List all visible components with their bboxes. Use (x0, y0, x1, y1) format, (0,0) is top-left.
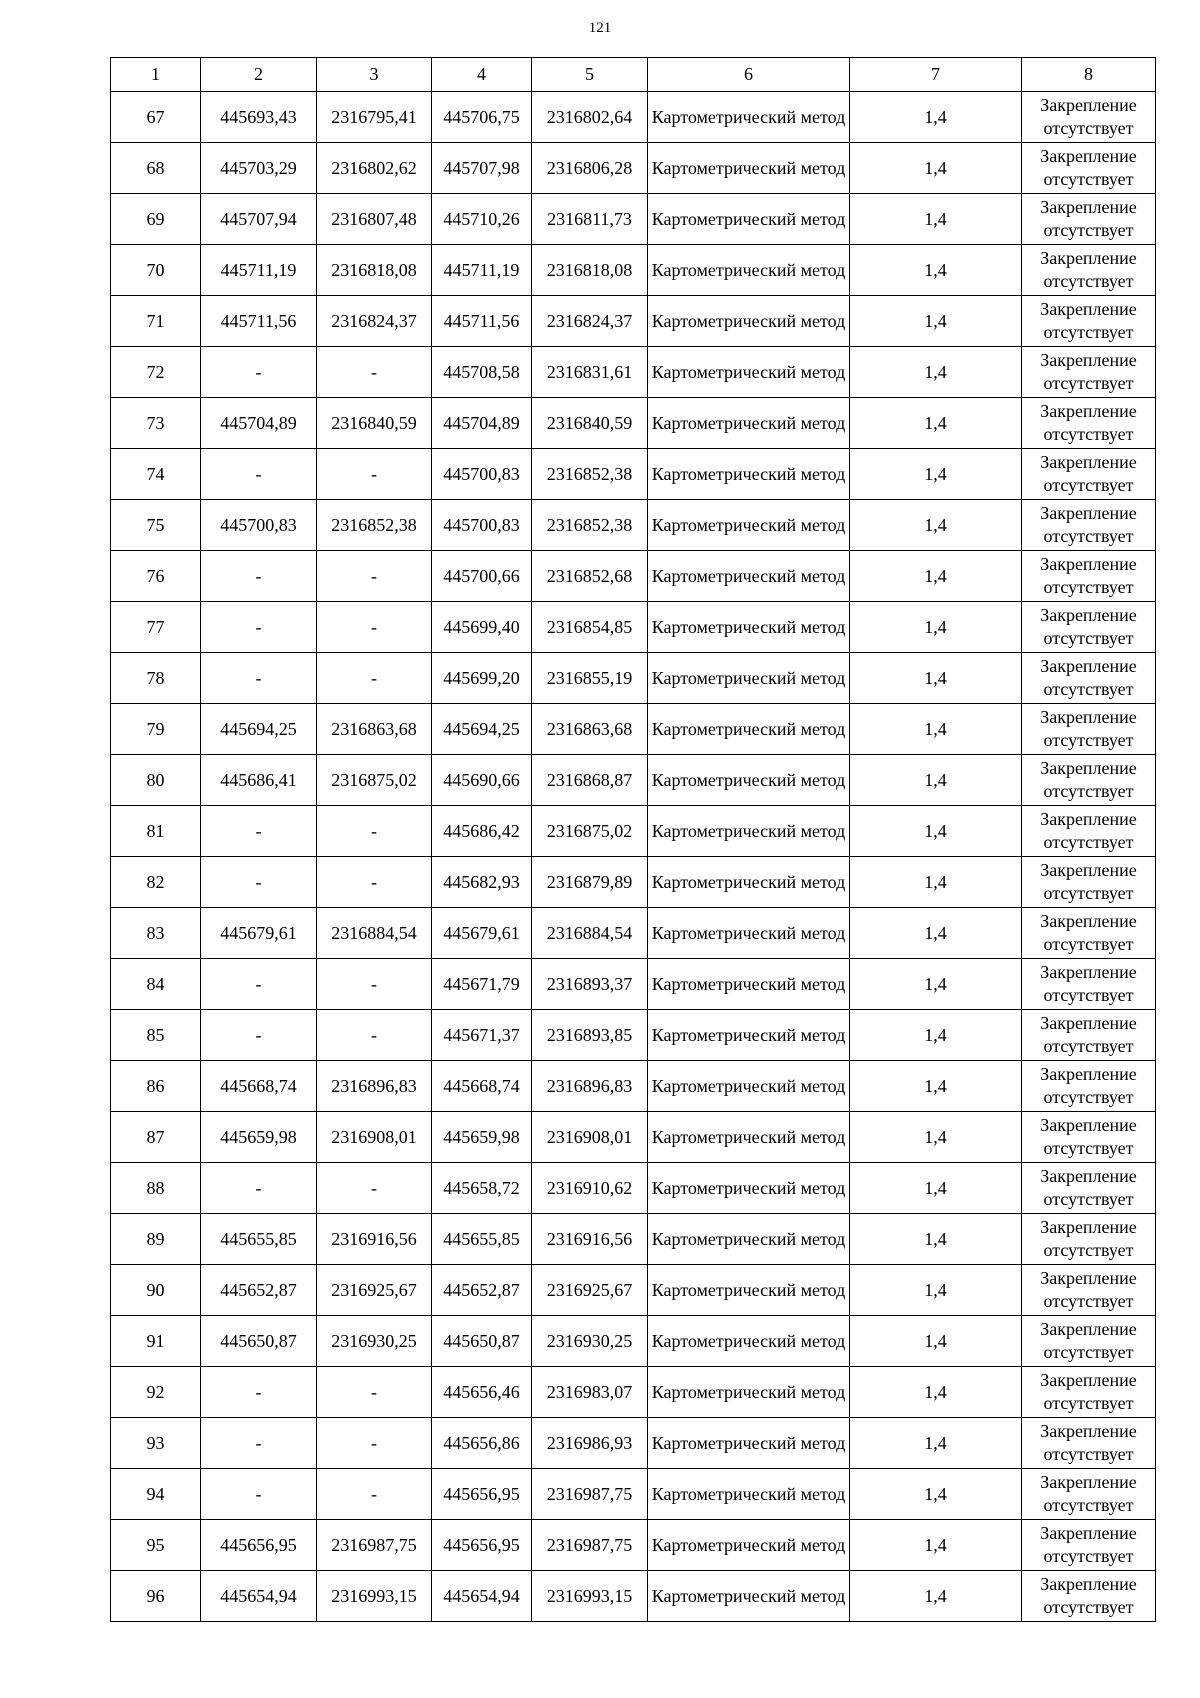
method-cell: Картометрический метод (648, 908, 850, 959)
method-cell: Картометрический метод (648, 1214, 850, 1265)
fixation-cell: Закрепление отсутствует (1022, 1112, 1156, 1163)
x-old-cell: 445700,83 (201, 500, 317, 551)
accuracy-cell: 1,4 (850, 806, 1022, 857)
table-row (111, 1214, 1156, 1265)
method-cell: Картометрический метод (648, 296, 850, 347)
x-old-cell: 445668,74 (201, 1061, 317, 1112)
fixation-cell: Закрепление отсутствует (1022, 1418, 1156, 1469)
table-row (111, 92, 1156, 143)
y-new-cell: 2316893,37 (532, 959, 648, 1010)
point-number-cell: 70 (111, 245, 201, 296)
y-old-cell: 2316884,54 (317, 908, 432, 959)
accuracy-cell: 1,4 (850, 1265, 1022, 1316)
y-new-cell: 2316875,02 (532, 806, 648, 857)
point-number-cell: 78 (111, 653, 201, 704)
accuracy-cell: 1,4 (850, 1214, 1022, 1265)
point-number-cell: 83 (111, 908, 201, 959)
method-cell: Картометрический метод (648, 449, 850, 500)
y-new-cell: 2316855,19 (532, 653, 648, 704)
table-row (111, 551, 1156, 602)
fixation-cell: Закрепление отсутствует (1022, 194, 1156, 245)
x-old-cell: 445711,56 (201, 296, 317, 347)
point-number-cell: 68 (111, 143, 201, 194)
accuracy-cell: 1,4 (850, 551, 1022, 602)
method-cell: Картометрический метод (648, 704, 850, 755)
method-cell: Картометрический метод (648, 653, 850, 704)
fixation-cell: Закрепление отсутствует (1022, 449, 1156, 500)
method-cell: Картометрический метод (648, 92, 850, 143)
x-new-cell: 445711,56 (432, 296, 532, 347)
fixation-cell: Закрепление отсутствует (1022, 704, 1156, 755)
y-old-cell: - (317, 449, 432, 500)
y-old-cell: 2316863,68 (317, 704, 432, 755)
accuracy-cell: 1,4 (850, 398, 1022, 449)
x-old-cell: - (201, 1469, 317, 1520)
point-number-cell: 96 (111, 1571, 201, 1622)
table-row (111, 500, 1156, 551)
x-new-cell: 445658,72 (432, 1163, 532, 1214)
x-new-cell: 445655,85 (432, 1214, 532, 1265)
x-new-cell: 445690,66 (432, 755, 532, 806)
y-old-cell: 2316840,59 (317, 398, 432, 449)
table-row (111, 245, 1156, 296)
point-number-cell: 91 (111, 1316, 201, 1367)
x-new-cell: 445654,94 (432, 1571, 532, 1622)
accuracy-cell: 1,4 (850, 1112, 1022, 1163)
fixation-cell: Закрепление отсутствует (1022, 755, 1156, 806)
column-header-8: 8 (1022, 58, 1156, 92)
x-new-cell: 445671,79 (432, 959, 532, 1010)
column-header-2: 2 (201, 58, 317, 92)
point-number-cell: 71 (111, 296, 201, 347)
method-cell: Картометрический метод (648, 806, 850, 857)
y-new-cell: 2316983,07 (532, 1367, 648, 1418)
table-row (111, 1112, 1156, 1163)
table-row (111, 1010, 1156, 1061)
table-row (111, 653, 1156, 704)
x-new-cell: 445659,98 (432, 1112, 532, 1163)
y-old-cell: 2316818,08 (317, 245, 432, 296)
x-new-cell: 445704,89 (432, 398, 532, 449)
fixation-cell: Закрепление отсутствует (1022, 602, 1156, 653)
x-old-cell: - (201, 653, 317, 704)
point-number-cell: 76 (111, 551, 201, 602)
method-cell: Картометрический метод (648, 500, 850, 551)
accuracy-cell: 1,4 (850, 1418, 1022, 1469)
x-old-cell: 445693,43 (201, 92, 317, 143)
y-old-cell: 2316925,67 (317, 1265, 432, 1316)
y-old-cell: - (317, 1469, 432, 1520)
coordinates-table (110, 57, 1156, 1622)
x-new-cell: 445686,42 (432, 806, 532, 857)
x-old-cell: 445679,61 (201, 908, 317, 959)
header-row (111, 58, 1156, 92)
method-cell: Картометрический метод (648, 1367, 850, 1418)
accuracy-cell: 1,4 (850, 1010, 1022, 1061)
x-old-cell: 445703,29 (201, 143, 317, 194)
x-new-cell: 445656,95 (432, 1469, 532, 1520)
accuracy-cell: 1,4 (850, 704, 1022, 755)
x-new-cell: 445700,66 (432, 551, 532, 602)
accuracy-cell: 1,4 (850, 296, 1022, 347)
table-row (111, 1163, 1156, 1214)
y-old-cell: - (317, 806, 432, 857)
accuracy-cell: 1,4 (850, 194, 1022, 245)
y-new-cell: 2316993,15 (532, 1571, 648, 1622)
y-new-cell: 2316916,56 (532, 1214, 648, 1265)
method-cell: Картометрический метод (648, 1469, 850, 1520)
accuracy-cell: 1,4 (850, 755, 1022, 806)
method-cell: Картометрический метод (648, 1061, 850, 1112)
table-row (111, 959, 1156, 1010)
fixation-cell: Закрепление отсутствует (1022, 92, 1156, 143)
method-cell: Картометрический метод (648, 1265, 850, 1316)
point-number-cell: 73 (111, 398, 201, 449)
point-number-cell: 94 (111, 1469, 201, 1520)
x-old-cell: 445707,94 (201, 194, 317, 245)
y-old-cell: 2316795,41 (317, 92, 432, 143)
point-number-cell: 69 (111, 194, 201, 245)
table-body (111, 92, 1156, 1622)
point-number-cell: 80 (111, 755, 201, 806)
accuracy-cell: 1,4 (850, 857, 1022, 908)
x-new-cell: 445656,86 (432, 1418, 532, 1469)
y-new-cell: 2316868,87 (532, 755, 648, 806)
table-row (111, 1469, 1156, 1520)
x-new-cell: 445652,87 (432, 1265, 532, 1316)
point-number-cell: 95 (111, 1520, 201, 1571)
table-row (111, 1418, 1156, 1469)
x-new-cell: 445708,58 (432, 347, 532, 398)
method-cell: Картометрический метод (648, 1112, 850, 1163)
point-number-cell: 87 (111, 1112, 201, 1163)
table-row (111, 857, 1156, 908)
x-new-cell: 445710,26 (432, 194, 532, 245)
accuracy-cell: 1,4 (850, 500, 1022, 551)
y-new-cell: 2316910,62 (532, 1163, 648, 1214)
y-new-cell: 2316884,54 (532, 908, 648, 959)
accuracy-cell: 1,4 (850, 1520, 1022, 1571)
y-old-cell: - (317, 602, 432, 653)
x-old-cell: - (201, 1163, 317, 1214)
x-old-cell: - (201, 602, 317, 653)
method-cell: Картометрический метод (648, 857, 850, 908)
page-number: 121 (588, 20, 612, 36)
x-new-cell: 445699,20 (432, 653, 532, 704)
x-new-cell: 445668,74 (432, 1061, 532, 1112)
fixation-cell: Закрепление отсутствует (1022, 653, 1156, 704)
x-old-cell: 445654,94 (201, 1571, 317, 1622)
method-cell: Картометрический метод (648, 1010, 850, 1061)
point-number-cell: 67 (111, 92, 201, 143)
column-header-4: 4 (432, 58, 532, 92)
y-new-cell: 2316840,59 (532, 398, 648, 449)
accuracy-cell: 1,4 (850, 92, 1022, 143)
y-new-cell: 2316824,37 (532, 296, 648, 347)
column-header-3: 3 (317, 58, 432, 92)
x-old-cell: - (201, 959, 317, 1010)
x-old-cell: - (201, 1418, 317, 1469)
fixation-cell: Закрепление отсутствует (1022, 500, 1156, 551)
column-header-6: 6 (648, 58, 850, 92)
point-number-cell: 92 (111, 1367, 201, 1418)
fixation-cell: Закрепление отсутствует (1022, 551, 1156, 602)
fixation-cell: Закрепление отсутствует (1022, 908, 1156, 959)
x-new-cell: 445700,83 (432, 500, 532, 551)
fixation-cell: Закрепление отсутствует (1022, 143, 1156, 194)
y-old-cell: - (317, 551, 432, 602)
point-number-cell: 88 (111, 1163, 201, 1214)
point-number-cell: 93 (111, 1418, 201, 1469)
table-row (111, 296, 1156, 347)
y-new-cell: 2316986,93 (532, 1418, 648, 1469)
point-number-cell: 82 (111, 857, 201, 908)
x-old-cell: 445652,87 (201, 1265, 317, 1316)
x-new-cell: 445671,37 (432, 1010, 532, 1061)
fixation-cell: Закрепление отсутствует (1022, 1061, 1156, 1112)
accuracy-cell: 1,4 (850, 653, 1022, 704)
point-number-cell: 90 (111, 1265, 201, 1316)
accuracy-cell: 1,4 (850, 449, 1022, 500)
point-number-cell: 81 (111, 806, 201, 857)
table-row (111, 1316, 1156, 1367)
y-new-cell: 2316854,85 (532, 602, 648, 653)
table-row (111, 908, 1156, 959)
x-new-cell: 445707,98 (432, 143, 532, 194)
y-new-cell: 2316987,75 (532, 1520, 648, 1571)
table-row (111, 1571, 1156, 1622)
x-new-cell: 445650,87 (432, 1316, 532, 1367)
y-new-cell: 2316852,38 (532, 449, 648, 500)
point-number-cell: 86 (111, 1061, 201, 1112)
y-old-cell: 2316852,38 (317, 500, 432, 551)
x-old-cell: - (201, 449, 317, 500)
y-new-cell: 2316930,25 (532, 1316, 648, 1367)
x-old-cell: - (201, 857, 317, 908)
y-old-cell: - (317, 857, 432, 908)
accuracy-cell: 1,4 (850, 959, 1022, 1010)
accuracy-cell: 1,4 (850, 602, 1022, 653)
method-cell: Картометрический метод (648, 398, 850, 449)
y-new-cell: 2316893,85 (532, 1010, 648, 1061)
accuracy-cell: 1,4 (850, 1469, 1022, 1520)
y-new-cell: 2316818,08 (532, 245, 648, 296)
y-old-cell: - (317, 347, 432, 398)
x-old-cell: - (201, 551, 317, 602)
x-new-cell: 445679,61 (432, 908, 532, 959)
fixation-cell: Закрепление отсутствует (1022, 806, 1156, 857)
y-old-cell: 2316987,75 (317, 1520, 432, 1571)
table-row (111, 1061, 1156, 1112)
table-row (111, 347, 1156, 398)
x-old-cell: 445711,19 (201, 245, 317, 296)
x-new-cell: 445656,95 (432, 1520, 532, 1571)
column-header-5: 5 (532, 58, 648, 92)
method-cell: Картометрический метод (648, 143, 850, 194)
table-row (111, 1520, 1156, 1571)
y-old-cell: 2316993,15 (317, 1571, 432, 1622)
table-row (111, 194, 1156, 245)
x-old-cell: 445650,87 (201, 1316, 317, 1367)
x-old-cell: 445655,85 (201, 1214, 317, 1265)
table-row (111, 704, 1156, 755)
y-new-cell: 2316852,38 (532, 500, 648, 551)
accuracy-cell: 1,4 (850, 1571, 1022, 1622)
fixation-cell: Закрепление отсутствует (1022, 857, 1156, 908)
point-number-cell: 75 (111, 500, 201, 551)
column-header-1: 1 (111, 58, 201, 92)
y-new-cell: 2316831,61 (532, 347, 648, 398)
x-old-cell: - (201, 806, 317, 857)
column-header-7: 7 (850, 58, 1022, 92)
point-number-cell: 74 (111, 449, 201, 500)
accuracy-cell: 1,4 (850, 1163, 1022, 1214)
y-old-cell: - (317, 1163, 432, 1214)
x-old-cell: 445694,25 (201, 704, 317, 755)
method-cell: Картометрический метод (648, 959, 850, 1010)
method-cell: Картометрический метод (648, 755, 850, 806)
y-old-cell: 2316916,56 (317, 1214, 432, 1265)
y-new-cell: 2316896,83 (532, 1061, 648, 1112)
fixation-cell: Закрепление отсутствует (1022, 296, 1156, 347)
fixation-cell: Закрепление отсутствует (1022, 347, 1156, 398)
method-cell: Картометрический метод (648, 1571, 850, 1622)
x-old-cell: 445686,41 (201, 755, 317, 806)
method-cell: Картометрический метод (648, 347, 850, 398)
fixation-cell: Закрепление отсутствует (1022, 1214, 1156, 1265)
y-new-cell: 2316879,89 (532, 857, 648, 908)
y-old-cell: 2316875,02 (317, 755, 432, 806)
y-new-cell: 2316925,67 (532, 1265, 648, 1316)
x-old-cell: - (201, 1367, 317, 1418)
table-row (111, 143, 1156, 194)
table-row (111, 449, 1156, 500)
method-cell: Картометрический метод (648, 245, 850, 296)
table-row (111, 602, 1156, 653)
accuracy-cell: 1,4 (850, 1316, 1022, 1367)
point-number-cell: 85 (111, 1010, 201, 1061)
table-row (111, 1367, 1156, 1418)
y-new-cell: 2316863,68 (532, 704, 648, 755)
point-number-cell: 89 (111, 1214, 201, 1265)
method-cell: Картометрический метод (648, 1316, 850, 1367)
y-new-cell: 2316987,75 (532, 1469, 648, 1520)
y-old-cell: 2316930,25 (317, 1316, 432, 1367)
y-old-cell: - (317, 1010, 432, 1061)
table-row (111, 806, 1156, 857)
method-cell: Картометрический метод (648, 1163, 850, 1214)
method-cell: Картометрический метод (648, 194, 850, 245)
y-old-cell: 2316824,37 (317, 296, 432, 347)
table-row (111, 1265, 1156, 1316)
accuracy-cell: 1,4 (850, 143, 1022, 194)
y-old-cell: 2316896,83 (317, 1061, 432, 1112)
x-new-cell: 445656,46 (432, 1367, 532, 1418)
accuracy-cell: 1,4 (850, 1061, 1022, 1112)
x-old-cell: 445656,95 (201, 1520, 317, 1571)
x-old-cell: 445704,89 (201, 398, 317, 449)
x-old-cell: - (201, 1010, 317, 1061)
y-old-cell: - (317, 653, 432, 704)
y-new-cell: 2316908,01 (532, 1112, 648, 1163)
fixation-cell: Закрепление отсутствует (1022, 959, 1156, 1010)
x-new-cell: 445700,83 (432, 449, 532, 500)
y-old-cell: 2316807,48 (317, 194, 432, 245)
table-row (111, 398, 1156, 449)
x-new-cell: 445699,40 (432, 602, 532, 653)
accuracy-cell: 1,4 (850, 908, 1022, 959)
x-new-cell: 445682,93 (432, 857, 532, 908)
y-old-cell: - (317, 1418, 432, 1469)
fixation-cell: Закрепление отсутствует (1022, 1316, 1156, 1367)
method-cell: Картометрический метод (648, 551, 850, 602)
fixation-cell: Закрепление отсутствует (1022, 1163, 1156, 1214)
accuracy-cell: 1,4 (850, 245, 1022, 296)
point-number-cell: 79 (111, 704, 201, 755)
x-old-cell: - (201, 347, 317, 398)
y-new-cell: 2316811,73 (532, 194, 648, 245)
x-old-cell: 445659,98 (201, 1112, 317, 1163)
y-new-cell: 2316806,28 (532, 143, 648, 194)
fixation-cell: Закрепление отсутствует (1022, 1469, 1156, 1520)
fixation-cell: Закрепление отсутствует (1022, 1367, 1156, 1418)
point-number-cell: 72 (111, 347, 201, 398)
table-row (111, 755, 1156, 806)
x-new-cell: 445711,19 (432, 245, 532, 296)
fixation-cell: Закрепление отсутствует (1022, 1571, 1156, 1622)
y-old-cell: - (317, 1367, 432, 1418)
y-new-cell: 2316802,64 (532, 92, 648, 143)
method-cell: Картометрический метод (648, 602, 850, 653)
point-number-cell: 84 (111, 959, 201, 1010)
fixation-cell: Закрепление отсутствует (1022, 245, 1156, 296)
point-number-cell: 77 (111, 602, 201, 653)
accuracy-cell: 1,4 (850, 1367, 1022, 1418)
x-new-cell: 445706,75 (432, 92, 532, 143)
accuracy-cell: 1,4 (850, 347, 1022, 398)
x-new-cell: 445694,25 (432, 704, 532, 755)
method-cell: Картометрический метод (648, 1418, 850, 1469)
y-new-cell: 2316852,68 (532, 551, 648, 602)
fixation-cell: Закрепление отсутствует (1022, 1520, 1156, 1571)
y-old-cell: - (317, 959, 432, 1010)
fixation-cell: Закрепление отсутствует (1022, 1010, 1156, 1061)
fixation-cell: Закрепление отсутствует (1022, 398, 1156, 449)
method-cell: Картометрический метод (648, 1520, 850, 1571)
y-old-cell: 2316802,62 (317, 143, 432, 194)
y-old-cell: 2316908,01 (317, 1112, 432, 1163)
fixation-cell: Закрепление отсутствует (1022, 1265, 1156, 1316)
